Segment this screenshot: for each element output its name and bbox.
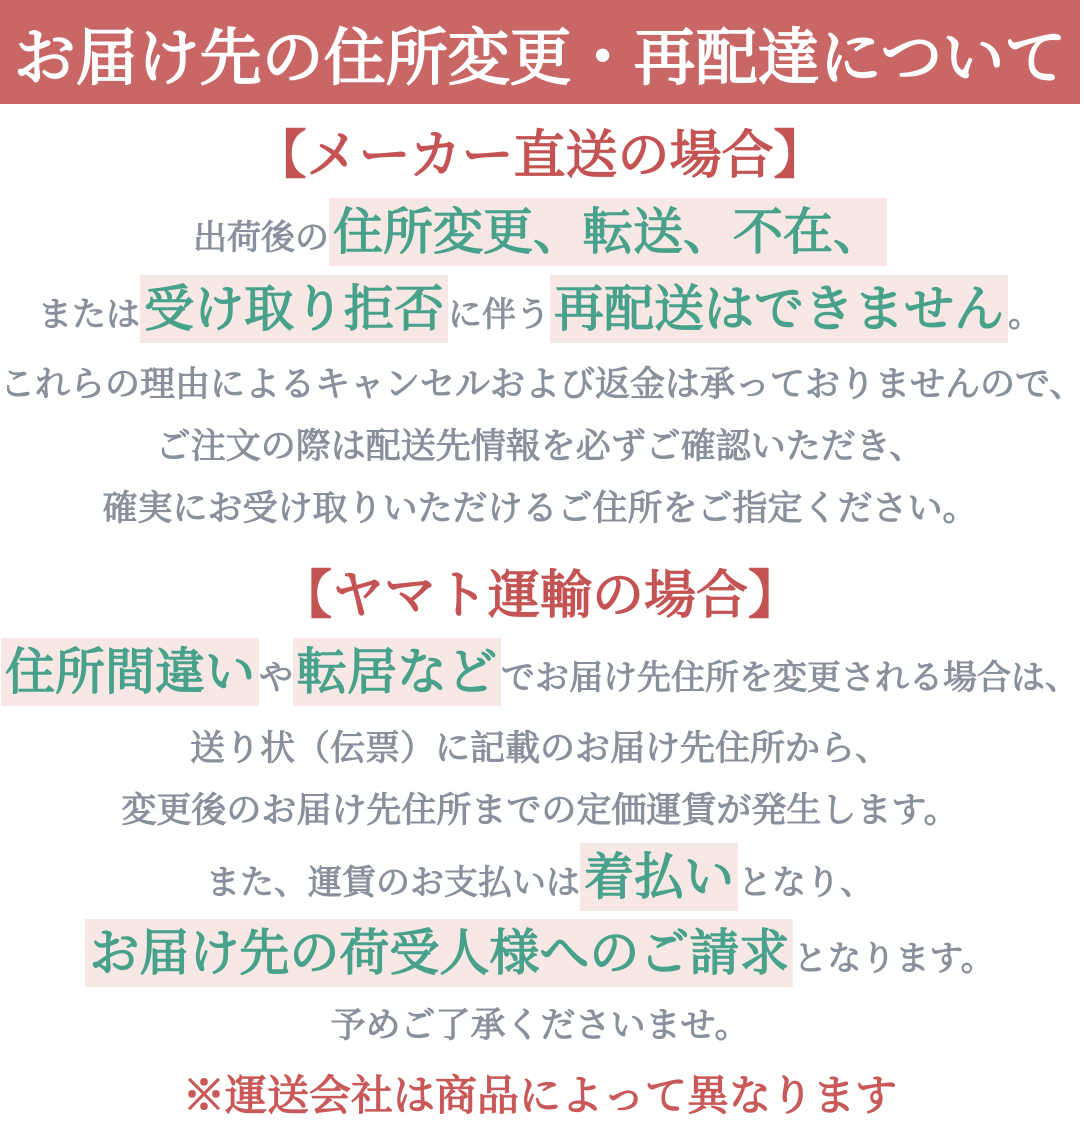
text-segment: または xyxy=(38,295,140,334)
yamato-line-5 xyxy=(0,922,1080,985)
maker-section-heading: 【メーカー直送の場合】 xyxy=(254,127,826,185)
highlighted-text: 再配送はできません xyxy=(550,275,1008,343)
yamato-line-4 xyxy=(0,846,1080,909)
title-banner xyxy=(0,0,1080,104)
highlighted-text: 住所間違い xyxy=(1,638,259,706)
text-segment: 出荷後の xyxy=(193,219,329,258)
text-segment: となります。 xyxy=(793,940,995,979)
highlighted-text: 転居など xyxy=(293,638,501,706)
text-segment: 。 xyxy=(1008,295,1042,334)
highlighted-text: お届け先の荷受人様へのご請求 xyxy=(85,919,793,987)
maker-line-2 xyxy=(0,278,1080,341)
text-segment: に伴う xyxy=(448,295,550,334)
maker-body-line-1: これらの理由によるキャンセルおよび返金は承っておりませんので、 xyxy=(0,365,1084,405)
maker-line-1 xyxy=(0,201,1080,264)
maker-body-line-2: ご注文の際は配送先情報を必ずご確認いただき、 xyxy=(155,427,925,467)
yamato-body-line-2: 変更後のお届け先住所までの定価運賃が発生します。 xyxy=(121,790,959,830)
highlighted-text: 住所変更、転送、不在、 xyxy=(329,198,887,266)
page-title: お届け先の住所変更・再配達について xyxy=(13,23,1067,93)
carrier-note: ※運送会社は商品によって異なります xyxy=(182,1071,897,1119)
maker-body-line-3: 確実にお受け取りいただけるご住所をご指定ください。 xyxy=(102,489,978,529)
yamato-section-heading: 【ヤマト運輸の場合】 xyxy=(279,567,800,626)
text-segment: また、運賃のお支払いは xyxy=(206,863,580,902)
text-segment: となり、 xyxy=(738,863,874,902)
highlighted-text: 受け取り拒否 xyxy=(140,275,448,343)
closing-line: 予めご了承くださいませ。 xyxy=(330,1005,750,1045)
yamato-body-line-1: 送り状（伝票）に記載のお届け先住所から、 xyxy=(189,728,890,768)
text-segment: や xyxy=(259,659,293,698)
notice-content xyxy=(0,127,1084,1123)
text-segment: でお届け先住所を変更される場合は、 xyxy=(501,659,1079,698)
highlighted-text: 着払い xyxy=(580,843,738,911)
yamato-line-1 xyxy=(0,641,1080,704)
